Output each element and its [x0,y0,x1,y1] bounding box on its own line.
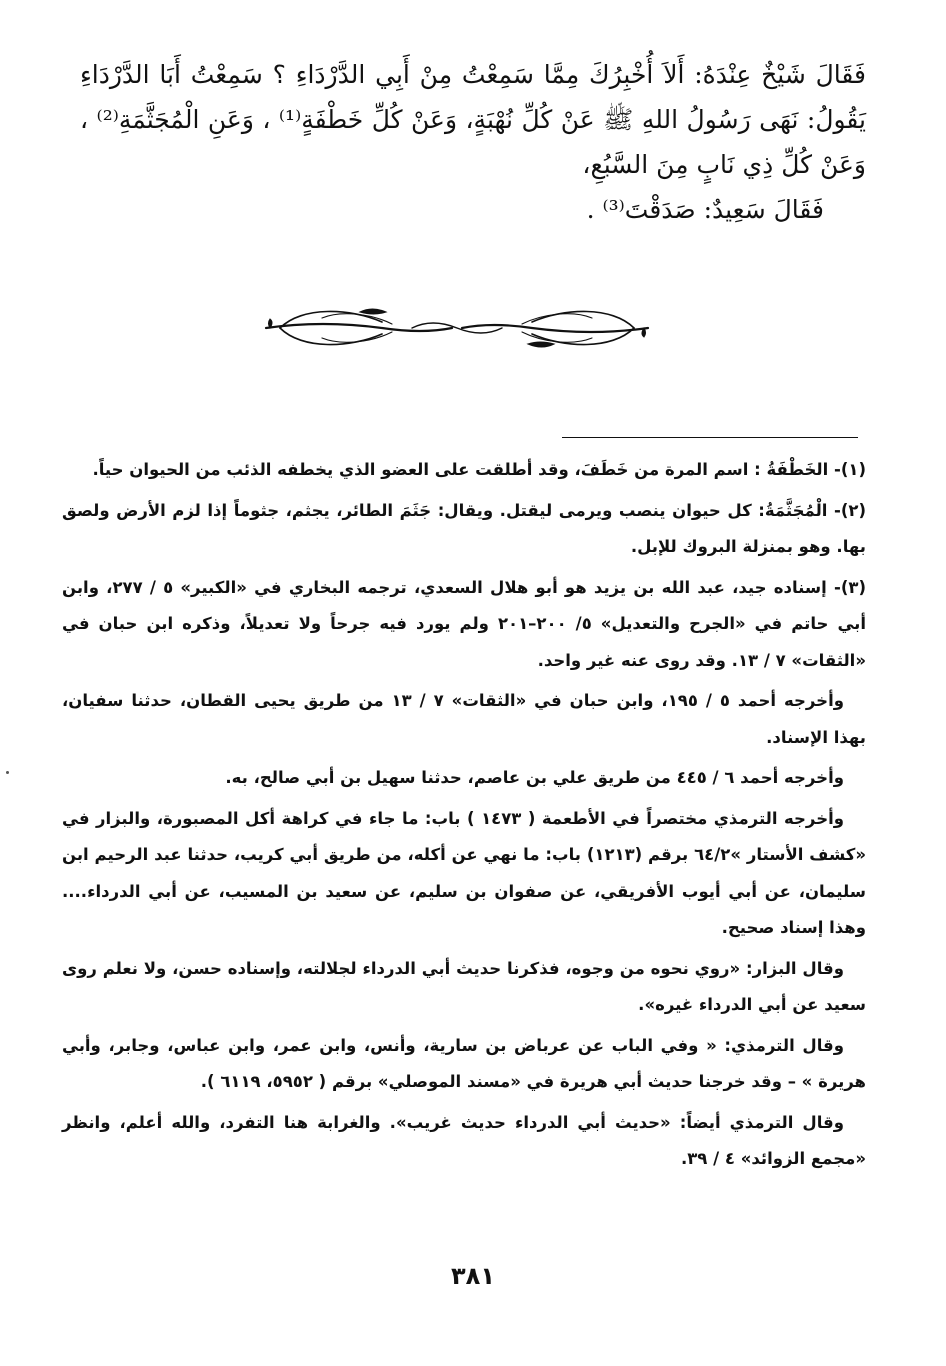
footnote-3-continued: وأخرجه الترمذي مختصراً في الأطعمة ( ١٤٧٣ ) باب: ما جاء في كراهة أكل المصبورة، والبزار في «كشف الأستار »٦٤/٢ برقم (١٢١٣) باب: ما نهي عن أكله، من طريق أبي كريب، حدثنا عبد الرحيم ابن سليمان، عن أبي أيوب الأفريقي، عن صفوان بن سليم، عن سعيد بن المسيب، عن أبي الدرداء.... وهذا إسناد صحيح. [62,808,866,937]
footnote-3-continued: وقال البزار: «روي نحوه من وجوه، فذكرنا حديث أبي الدرداء لجلالته، وإسناده حسن، ولا نعلم روى سعيد عن أبي الدرداء غيره». [62,958,866,1014]
hadith-paragraph: فَقَالَ شَيْخٌ عِنْدَهُ: أَلاَ أُخْبِرُكَ مِمَّا سَمِعْتُ مِنْ أَبِي الدَّرْدَاءِ ؟ سَمِعْتُ أَبَا الدَّرْدَاءِ يَقُولُ: نَهَى رَسُولُ اللهِ ﷺ عَنْ كُلِّ نُهْبَةٍ، وَعَنْ كُلِّ خَطْفَةٍ⁽¹⁾ ، وَعَنِ الْمُجَثَّمَةِ⁽²⁾ ، وَعَنْ كُلِّ ذِي نَابٍ مِنَ السَّبُعِ، [80,60,867,179]
hadith-text [80,52,866,232]
footnote-3: (٣)- إسناده جيد، عبد الله بن يزيد هو أبو هلال السعدي، ترجمه البخاري في «الكبير» ٥ / ٢٧٧، وابن أبي حاتم في «الجرح والتعديل» ٥/ ٢٠٠–٢٠١ ولم يورد فيه جرحاً ولا تعديلاً، وذكره ابن حبان في «الثقات» ٧ / ١٣. وقد روى عنه غير واحد. [62,577,867,670]
scan-speck [6,771,9,774]
footnotes [62,452,866,1182]
footnote-3-continued: وقال الترمذي أيضاً: «حديث أبي الدرداء حديث غريب». والغرابة هنا التفرد، والله أعلم، وانظر «مجمع الزوائد» ٤ / ٣٩. [62,1112,866,1168]
footnote-1: (١)- الخَطْفَةُ : اسم المرة من خَطَفَ، وقد أطلقت على العضو الذي يخطفه الذئب من الحيوان حياً. [92,460,866,479]
footnote-2: (٢)- الْمُجَثَّمَةُ: كل حيوان ينصب ويرمى ليقتل. ويقال: جَثَمَ الطائر، يجثم، جثوماً إذا لزم الأرض ولصق بها. وهو بمنزلة البروك للإبل. [62,500,866,556]
footnote-3-continued: وأخرجه أحمد ٦ / ٤٤٥ من طريق علي بن عاصم، حدثنا سهيل بن أبي صالح، به. [225,768,844,787]
footnote-3-continued: وقال الترمذي: « وفي الباب عن عرباض بن سارية، وأنس، وابن عمر، وابن عباس، وجابر، وأبي هريرة » – وقد خرجنا حديث أبي هريرة في «مسند الموصلي» برقم ( ٥٩٥٢، ٦١١٩ ). [62,1035,866,1091]
footnote-3-continued: وأخرجه أحمد ٥ / ١٩٥، وابن حبان في «الثقات» ٧ / ١٣ من طريق يحيى القطان، حدثنا سفيان، بهذا الإسناد. [62,691,866,747]
footnote-separator [562,437,858,438]
ornamental-divider [262,300,652,356]
page-number: ٣٨١ [451,1262,495,1290]
hadith-paragraph-closing: فَقَالَ سَعِيدٌ: صَدَقْتَ⁽³⁾ . [586,195,824,224]
